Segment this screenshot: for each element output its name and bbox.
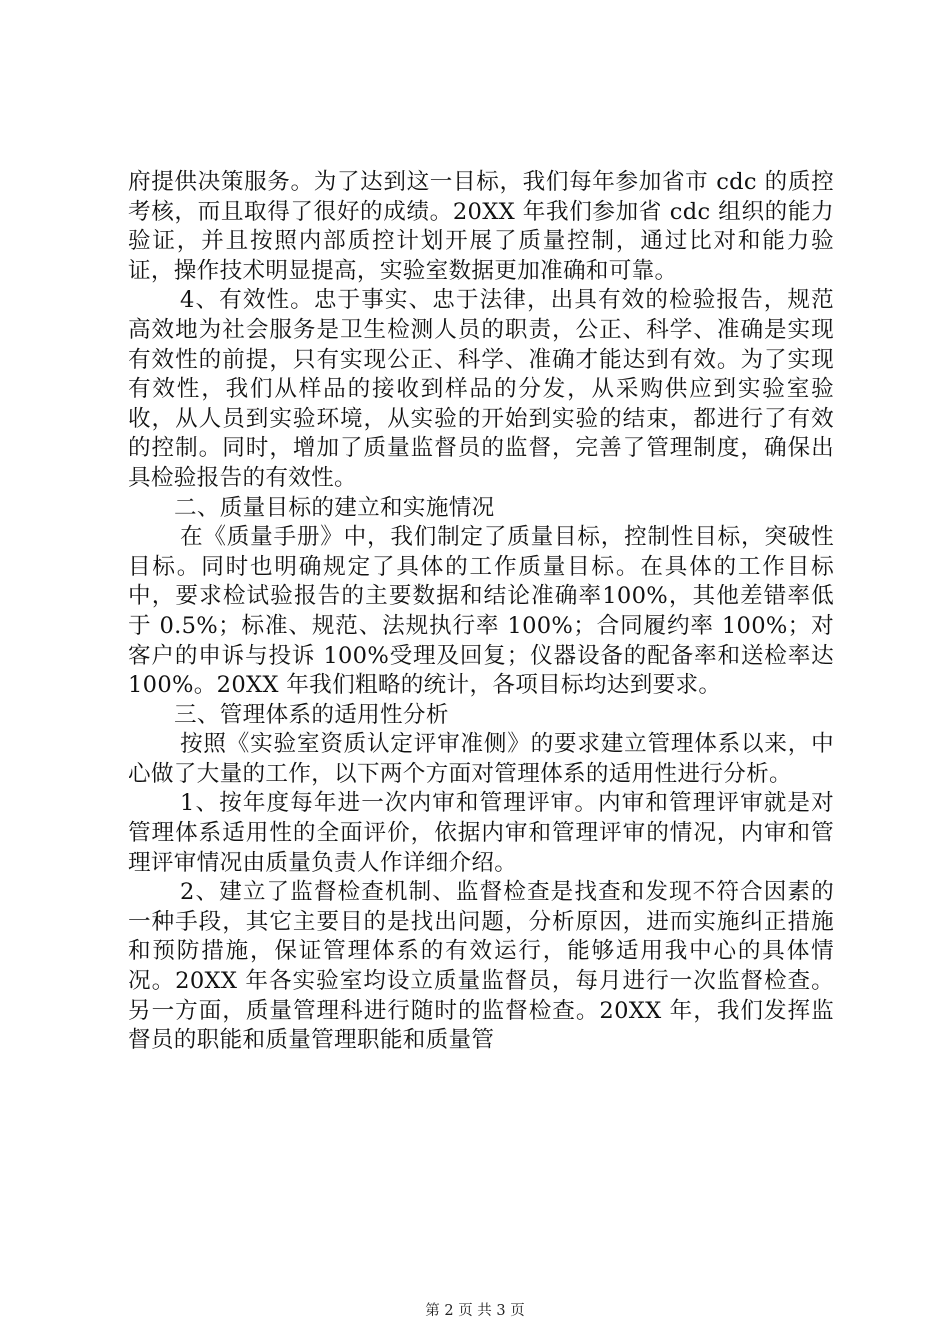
paragraph-decision-service: 府提供决策服务。为了达到这一目标，我们每年参加省市 cdc 的质控考核，而且取得了很好的成绩。20XX 年我们参加省 cdc 组织的能力验证，并且按照内部质控计划开展了质量控制，通过比对和能力验证，操作技术明显提高，实验室数据更加准确和可靠。 — [128, 169, 834, 284]
document-body — [128, 168, 834, 1056]
paragraph-quality-manual: 在《质量手册》中，我们制定了质量目标，控制性目标，突破性目标。同时也明确规定了具体的工作质量目标。在具体的工作目标中，要求检试验报告的主要数据和结论准确率100%，其他差错率低于 0.5%；标准、规范、法规执行率 100%；合同履约率 100%；对客户的申诉与投诉 100%受理及回复；仪器设备的配备率和送检率达 100%。20XX 年我们粗略的统计，各项目标均达到要求。 — [128, 524, 834, 699]
paragraph-management-system: 按照《实验室资质认定评审准侧》的要求建立管理体系以来，中心做了大量的工作，以下两个方面对管理体系的适用性进行分析。 — [128, 731, 834, 787]
page-footer — [0, 1299, 950, 1320]
section-heading-quality-goals: 二、质量目标的建立和实施情况 — [174, 494, 495, 521]
paragraph-internal-audit: 1、按年度每年进一次内审和管理评审。内审和管理评审就是对管理体系适用性的全面评价，依据内审和管理评审的情况，内审和管理评审情况由质量负责人作详细介绍。 — [128, 790, 834, 876]
page-indicator: 第 2 页 共 3 页 — [425, 1303, 525, 1319]
paragraph-validity: 4、有效性。忠于事实、忠于法律，出具有效的检验报告，规范高效地为社会服务是卫生检测人员的职责，公正、科学、准确是实现有效性的前提，只有实现公正、科学、准确才能达到有效。为了实现有效性，我们从样品的接收到样品的分发，从采购供应到实验室验收，从人员到实验环境，从实验的开始到实验的结束，都进行了有效的控制。同时，增加了质量监督员的监督，完善了管理制度，确保出具检验报告的有效性。 — [128, 287, 834, 491]
section-heading-applicability: 三、管理体系的适用性分析 — [174, 701, 449, 728]
paragraph-supervision: 2、建立了监督检查机制、监督检查是找查和发现不符合因素的一种手段，其它主要目的是找出问题，分析原因，进而实施纠正措施和预防措施，保证管理体系的有效运行，能够适用我中心的具体情况。20XX 年各实验室均设立质量监督员，每月进行一次监督检查。另一方面，质量管理科进行随时的监督检查。20XX 年，我们发挥监督员的职能和质量管理职能和质量管 — [128, 879, 834, 1054]
